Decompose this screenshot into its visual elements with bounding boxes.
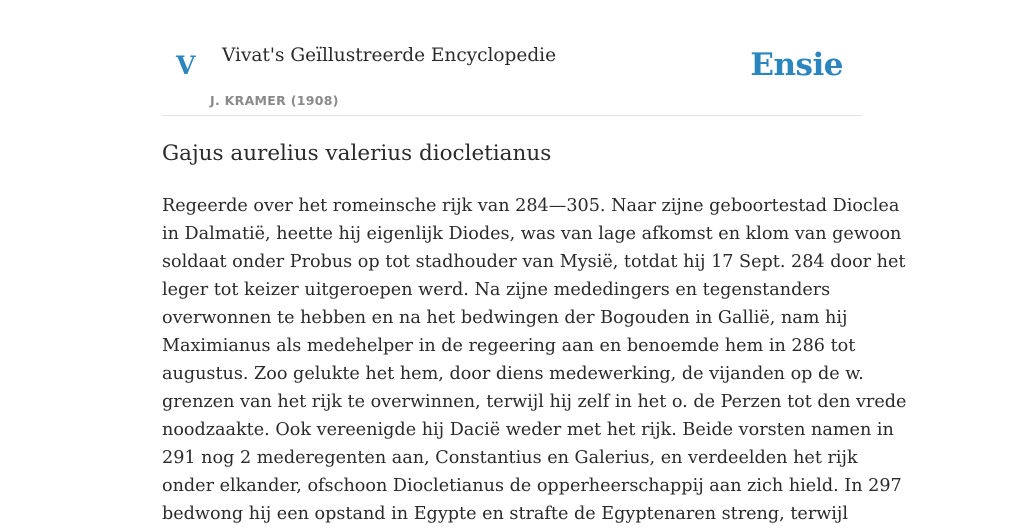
- source-logo-icon[interactable]: V: [176, 51, 196, 80]
- entry-body-line: soldaat onder Probus op tot stadhouder van Mysië, totdat hij 17 Sept. 284 door het: [162, 252, 906, 272]
- entry-body-line: in Dalmatië, heette hij eigenlijk Diodes, was van lage afkomst en klom van gewoon: [162, 224, 902, 244]
- ensie-logo[interactable]: Ensie: [750, 47, 843, 83]
- entry-body-line: augustus. Zoo gelukte het hem, door diens medewerking, de vijanden op de w.: [162, 364, 864, 384]
- entry-body-line: Maximianus als medehelper in de regeering aan en benoemde hem in 286 tot: [162, 336, 856, 356]
- entry-body-line: 291 nog 2 mederegenten aan, Constantius en Galerius, en verdeelden het rijk: [162, 448, 858, 468]
- entry-body-line: overwonnen te hebben en na het bedwingen der Bogouden in Gallië, nam hij: [162, 308, 848, 328]
- entry-body-line: grenzen van het rijk te overwinnen, terwijl hij zelf in het o. de Perzen tot den vrede: [162, 392, 907, 412]
- entry-body-line: onder elkander, ofschoon Diocletianus de opperheerschappij aan zich hield. In 297: [162, 476, 902, 496]
- source-title-link[interactable]: Vivat's Geïllustreerde Encyclopedie: [222, 45, 557, 66]
- entry-body-line: Regeerde over het romeinsche rijk van 284—305. Naar zijne geboortestad Dioclea: [162, 196, 900, 216]
- entry-body-line: leger tot keizer uitgeroepen werd. Na zijne mededingers en tegenstanders: [162, 280, 831, 300]
- entry-body-line: noodzaakte. Ook vereenigde hij Dacië weder met het rijk. Beide vorsten namen in: [162, 420, 894, 440]
- source-header: [162, 0, 862, 116]
- entry-title: Gajus aurelius valerius diocletianus: [162, 141, 552, 166]
- entry-body-line: bedwong hij een opstand in Egypte en strafte de Egyptenaren streng, terwijl: [162, 504, 848, 524]
- source-author: J. KRAMER (1908): [210, 93, 339, 108]
- entry-body: [162, 192, 907, 528]
